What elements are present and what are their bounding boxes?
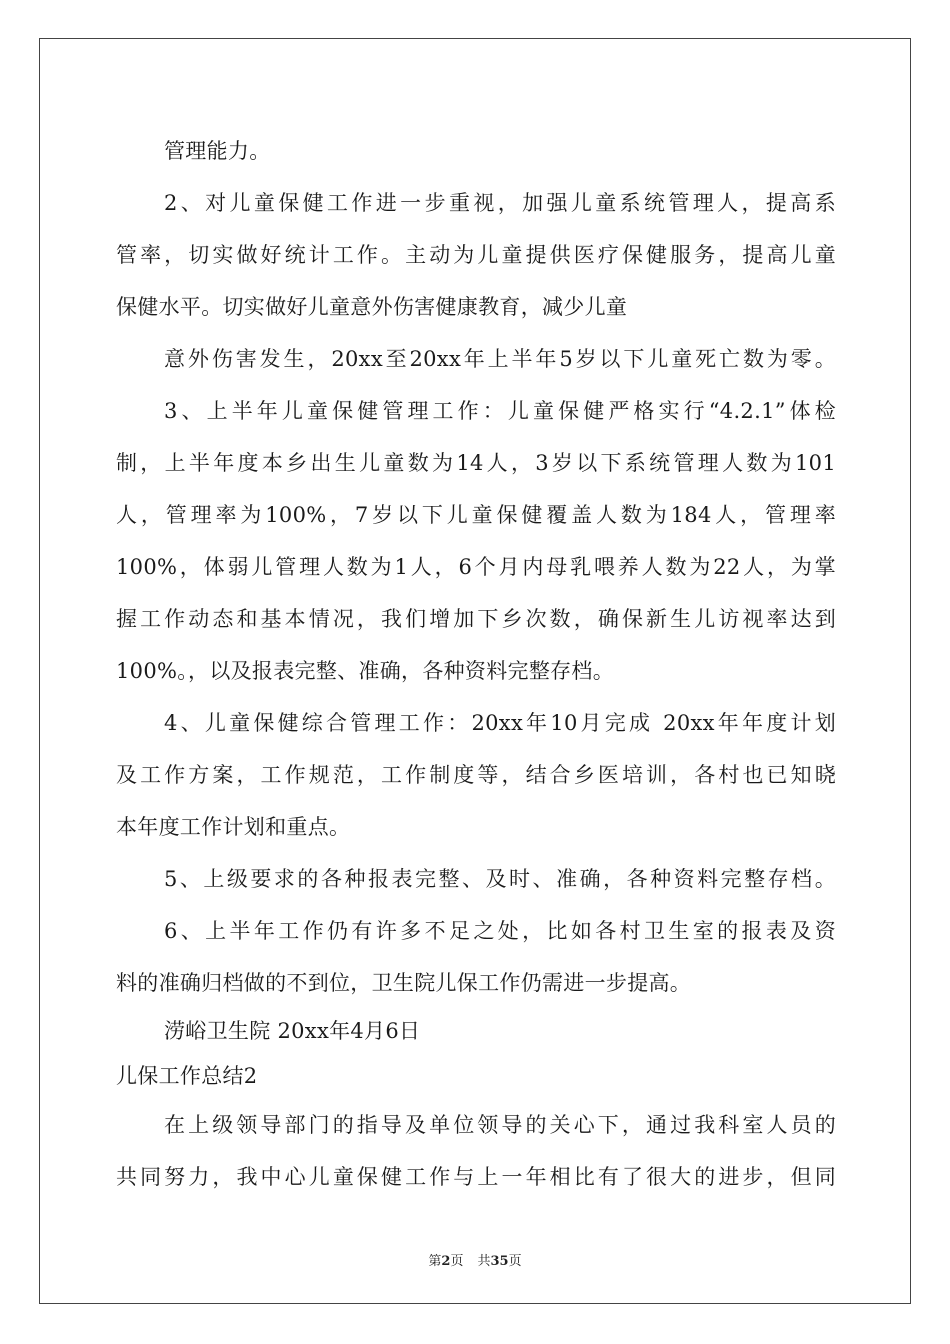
page-current: 2 — [441, 1254, 451, 1269]
page-prefix: 第 — [428, 1254, 442, 1269]
paragraph-line: 料的准确归档做的不到位，卫生院儿保工作仍需进一步提高。 — [116, 971, 692, 995]
paragraph-line: 及工作方案，工作规范，工作制度等，结合乡医培训，各村也已知晓 — [116, 763, 836, 787]
paragraph-line: 本年度工作计划和重点。 — [116, 815, 351, 839]
paragraph-line: 在上级领导部门的指导及单位领导的关心下，通过我科室人员的 — [164, 1113, 836, 1137]
page-suffix: 页 — [450, 1254, 464, 1269]
paragraph-line: 人，管理率为100%，7岁以下儿童保健覆盖人数为184人，管理率 — [116, 503, 836, 527]
paragraph-line: 管理能力。 — [164, 139, 271, 163]
paragraph-line: 100%，体弱儿管理人数为1人，6个月内母乳喂养人数为22人，为掌 — [116, 555, 836, 579]
paragraph-line: 共同努力，我中心儿童保健工作与上一年相比有了很大的进步，但同 — [116, 1165, 836, 1189]
signature-line: 涝峪卫生院 20xx年4月6日 — [164, 1019, 421, 1043]
paragraph-line: 保健水平。切实做好儿童意外伤害健康教育，减少儿童 — [116, 295, 628, 319]
page-total: 35 — [490, 1254, 509, 1269]
document-body — [116, 125, 836, 1203]
paragraph-line: 握工作动态和基本情况，我们增加下乡次数，确保新生儿访视率达到 — [116, 607, 836, 631]
section-heading: 儿保工作总结2 — [116, 1064, 258, 1088]
paragraph-line: 3、上半年儿童保健管理工作：儿童保健严格实行“4.2.1”体检 — [164, 399, 836, 423]
paragraph-line: 4、儿童保健综合管理工作：20xx年10月完成 20xx年年度计划 — [164, 711, 836, 735]
paragraph-line: 制，上半年度本乡出生儿童数为14人，3岁以下系统管理人数为101 — [116, 451, 836, 475]
paragraph-line: 6、上半年工作仍有许多不足之处，比如各村卫生室的报表及资 — [164, 919, 836, 943]
total-prefix: 共 — [477, 1254, 491, 1269]
paragraph-line: 意外伤害发生，20xx至20xx年上半年5岁以下儿童死亡数为零。 — [164, 347, 836, 371]
paragraph-line: 100%。，以及报表完整、准确，各种资料完整存档。 — [116, 659, 615, 683]
paragraph-line: 管率，切实做好统计工作。主动为儿童提供医疗保健服务，提高儿童 — [116, 243, 836, 267]
page-footer — [0, 1250, 950, 1269]
paragraph-line: 5、上级要求的各种报表完整、及时、准确，各种资料完整存档。 — [164, 867, 836, 891]
total-suffix: 页 — [508, 1254, 522, 1269]
paragraph-line: 2、对儿童保健工作进一步重视，加强儿童系统管理人，提高系 — [164, 191, 836, 215]
